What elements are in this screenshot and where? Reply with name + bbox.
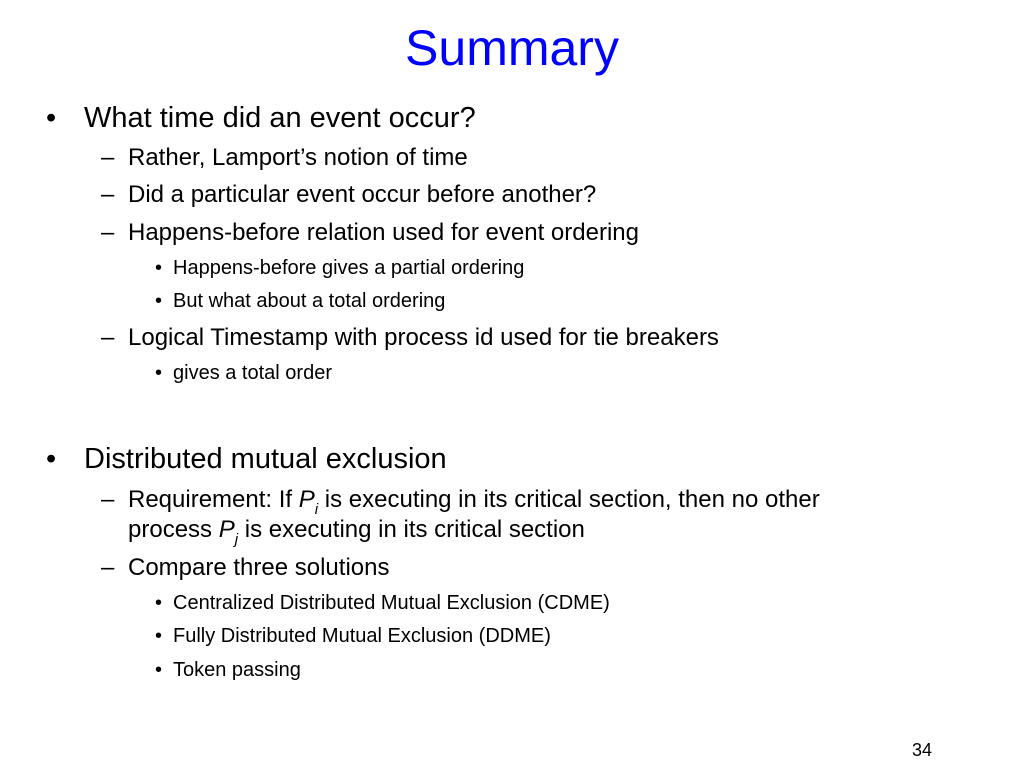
bullet-text: Happens-before gives a partial ordering [173,257,525,279]
bullet-text: Logical Timestamp with process id used for tie breakers [128,324,719,351]
bullet-marker: • [46,102,57,134]
slide-title: Summary [405,20,619,76]
sub-sub-bullet-token [155,658,301,683]
sub-bullet-logical-timestamp [101,323,719,353]
dash-marker: – [101,324,115,351]
sub-sub-bullet-total [155,289,446,314]
bullet-marker: • [155,659,163,681]
sub-bullet-requirement [101,485,820,518]
dash-marker: – [101,144,115,171]
bullet-text: is executing in its critical section [238,516,585,543]
sub-sub-bullet-partial [155,256,525,281]
bullet-text: What time did an event occur? [84,102,476,134]
sub-bullet-requirement-cont [128,515,585,548]
bullet-text: Fully Distributed Mutual Exclusion (DDME) [173,625,551,647]
process-symbol: P [298,486,315,513]
bullet-marker: • [155,592,163,614]
bullet-text: Token passing [173,659,301,681]
process-subscript: i [314,501,319,518]
bullet-text: But what about a total ordering [173,290,446,312]
bullet-marker: • [155,362,163,384]
bullet-text: Happens-before relation used for event ordering [128,219,639,246]
bullet-marker: • [46,443,57,475]
dash-marker: – [101,181,115,208]
bullet-text: Rather, Lamport’s notion of time [128,144,468,171]
bullet-marker: • [155,257,163,279]
bullet-text: Distributed mutual exclusion [84,443,447,475]
dash-marker: – [101,486,115,513]
bullet-text: process [128,516,219,543]
dash-marker: – [101,219,115,246]
bullet-marker: • [155,290,163,312]
bullet-text: gives a total order [173,362,332,384]
bullet-text: Requirement: If [128,486,299,513]
bullet-marker: • [155,625,163,647]
process-subscript: j [234,531,239,548]
bullet-text: is executing in its critical section, then no other [318,486,820,513]
bullet-text: Centralized Distributed Mutual Exclusion (CDME) [173,592,610,614]
bullet-text: Did a particular event occur before another? [128,181,597,208]
sub-sub-bullet-total-order [155,361,332,386]
process-symbol: P [218,516,235,543]
sub-bullet-lamport [101,143,468,173]
page-number: 34 [912,740,933,760]
bullet-event-time [46,101,476,135]
sub-bullet-compare [101,553,390,583]
bullet-mutual-exclusion [46,442,447,476]
bullet-text: Compare three solutions [128,554,390,581]
sub-sub-bullet-ddme [155,624,551,649]
sub-bullet-before-another [101,180,597,210]
dash-marker: – [101,554,115,581]
sub-bullet-happens-before [101,218,639,248]
sub-sub-bullet-cdme [155,591,610,616]
